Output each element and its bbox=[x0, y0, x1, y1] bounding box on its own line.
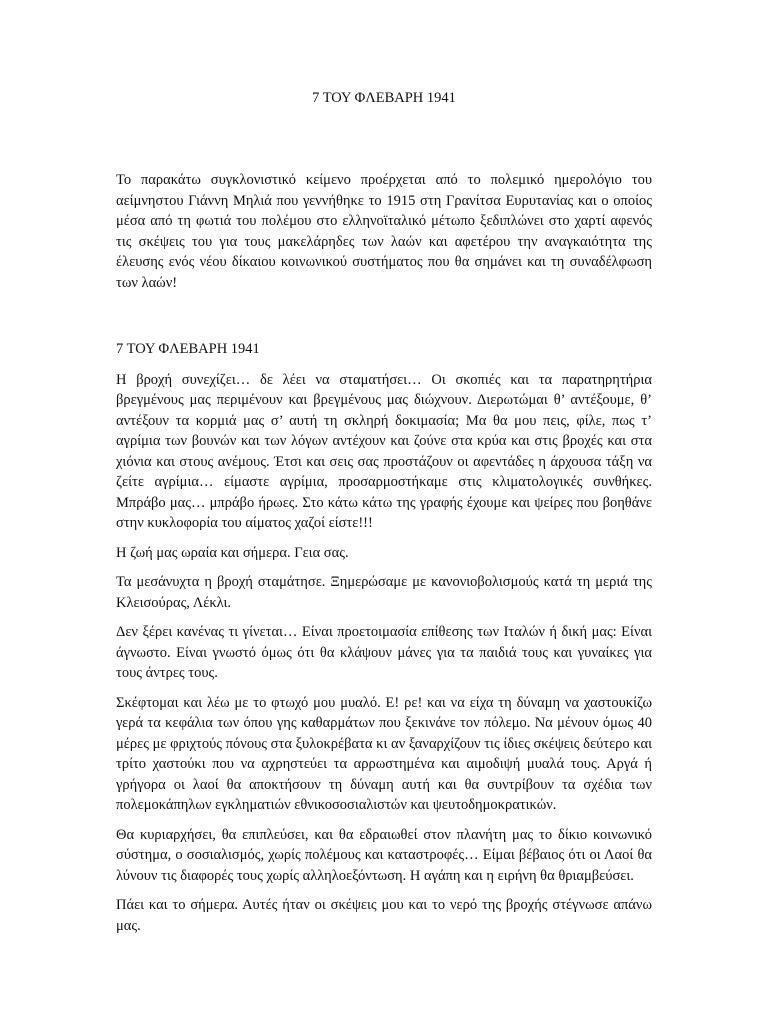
body-paragraph: Η βροχή συνεχίζει… δε λέει να σταματήσει… Οι σκοπιές και τα παρατηρητήρια βρεγμένους μας περιμένουν και βρεγμένους μας διώχνουν. Διερωτώμαι θ’ αντέξουμε, θ’ αντέξουν τα κορμιά μας σ’ αυτή τη σκληρή δοκιμασία; Μα θα μου πεις, φίλε, πως τ’ αγρίμια των βουνών και των λόγων αντέχουν και ζούνε στα κρύα και στις βροχές και στα χιόνια και στους ανέμους. Έτσι και σεις σας προστάζουν οι αφεντάδες η άρχουσα τάξη να ζείτε αγρίμια… είμαστε αγρίμια, προσαρμοστήκαμε στις κλιματολογικές συνθήκες. Μπράβο μας… μπράβο ήρωες. Στο κάτω κάτω της γραφής έχουμε και ψείρες που βοηθάνε στην κυκλοφορία του αίματος χαζοί είστε!!! bbox=[116, 371, 652, 531]
body-paragraph: Σκέφτομαι και λέω με το φτωχό μου μυαλό. Ε! ρε! και να είχα τη δύναμη να χαστουκίζω γερά τα κεφάλια των όπου γης καθαρμάτων που ξεκινάνε τον πόλεμο. Να μένουν όμως 40 μέρες με φριχτούς πόνους στα ξυλοκρέβατα κι αν ξαναρχίζουν τις ίδιες σκέψεις δεύτερο και τρίτο χαστούκι που να αχρηστεύει τα αρρωστημένα και αιμοδιψή μυαλά τους. Αργά ή γρήγορα οι λαοί θα αποκτήσουν τη δύναμη αυτή και θα συντρίβουν τα σχέδια των πολεμοκάπηλων εγκληματιών εθνικοσοσιαλιστών και ψευτοδημοκρατικών. bbox=[116, 694, 652, 813]
body-paragraph: Η ζωή μας ωραία και σήμερα. Γεια σας. bbox=[116, 544, 349, 561]
body-paragraph: Πάει και το σήμερα. Αυτές ήταν οι σκέψεις μου και το νερό της βροχής στέγνωσε απάνω μας. bbox=[116, 897, 652, 934]
intro-paragraph: Το παρακάτω συγκλονιστικό κείμενο προέρχεται από το πολεμικό ημερολόγιο του αείμνηστου Γιάννη Μηλιά που γεννήθηκε το 1915 στη Γρανίτσα Ευρυτανίας και ο οποίος μέσα από τη φωτιά του πολέμου στο ελληνοϊταλικό μέτωπο ξεδιπλώνει στο χαρτί αφενός τις σκέψεις του για τους μακελάρηδες των λαών και αφετέρου την αναγκαιότητα της έλευσης ενός νέου δίκαιου κοινωνικού συστήματος που θα σημάνει και τη συναδέλφωση των λαών! bbox=[116, 172, 652, 291]
section-heading: 7 ΤΟΥ ΦΛΕΒΑΡΗ 1941 bbox=[116, 341, 260, 357]
body-paragraph: Δεν ξέρει κανένας τι γίνεται… Είναι προετοιμασία επίθεσης των Ιταλών ή δική μας: Είναι άγνωστο. Είναι γνωστό όμως ότι θα κλάψουν μάνες για τα παιδιά τους και γυναίκες για τους άντρες τους. bbox=[116, 624, 652, 681]
page-title: 7 ΤΟΥ ΦΛΕΒΑΡΗ 1941 bbox=[312, 90, 456, 106]
document-body bbox=[116, 170, 652, 945]
body-paragraph: Τα μεσάνυχτα η βροχή σταμάτησε. Ξημερώσαμε με κανονιοβολισμούς κατά τη μεριά της Κλεισούρας, Λέκλι. bbox=[116, 574, 652, 611]
body-paragraph: Θα κυριαρχήσει, θα επιπλεύσει, και θα εδραιωθεί στον πλανήτη μας το δίκιο κοινωνικό σύστημα, ο σοσιαλισμός, χωρίς πολέμους και καταστροφές… Είμαι βέβαιος ότι οι Λαοί θα λύνουν τις διαφορές τους χωρίς αλληλοεξόντωση. Η αγάπη και η ειρήνη θα θριαμβεύσει. bbox=[116, 826, 652, 884]
